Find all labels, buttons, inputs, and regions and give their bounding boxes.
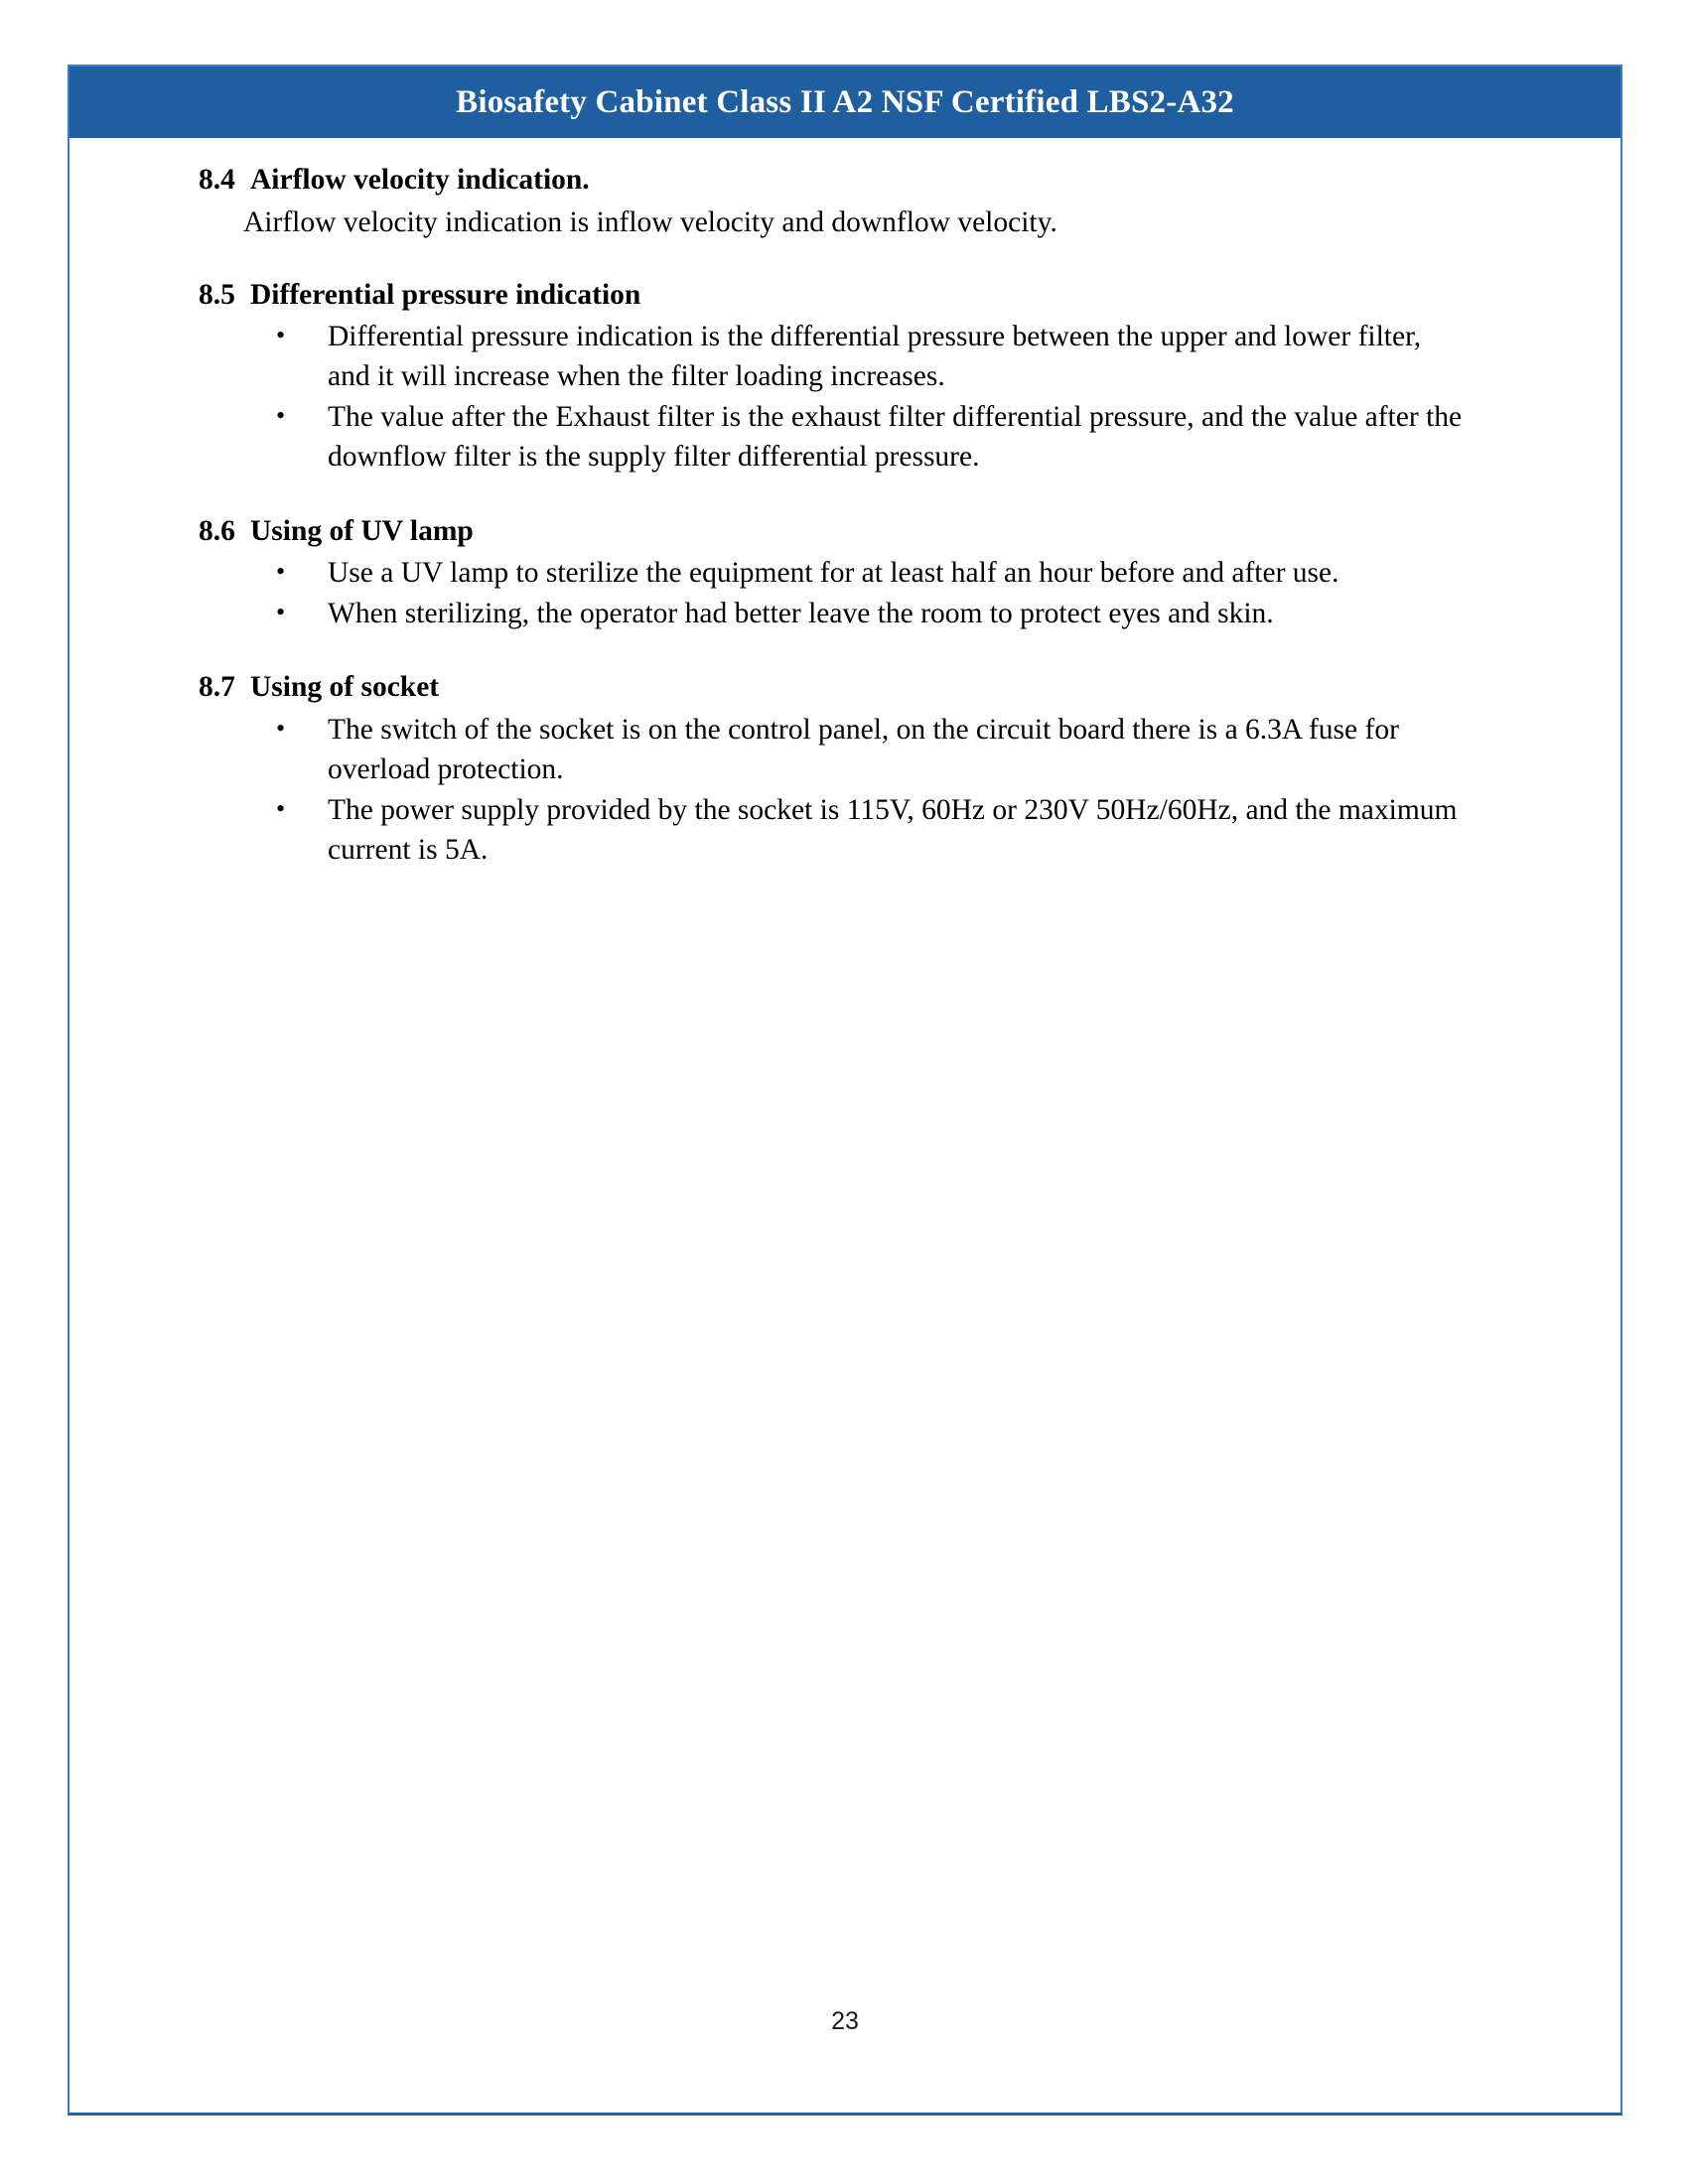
document-header-title: Biosafety Cabinet Class II A2 NSF Certified LBS2-A32 bbox=[456, 83, 1234, 120]
bullet-icon: • bbox=[276, 321, 286, 350]
list-item-text: The switch of the socket is on the control panel, on the circuit board there is a 6.3A fuse for overload protection. bbox=[328, 713, 1399, 785]
section-number: 8.4 bbox=[199, 164, 235, 196]
list-item bbox=[199, 317, 1465, 396]
list-item-text: Differential pressure indication is the differential pressure between the upper and lower filter, and it will increase when the filter loading increases. bbox=[328, 321, 1422, 393]
section-title: Differential pressure indication bbox=[250, 278, 641, 311]
section-title: Using of UV lamp bbox=[250, 514, 474, 547]
list-item-text: The power supply provided by the socket is 115V, 60Hz or 230V 50Hz/60Hz, and the maximum current is 5A. bbox=[328, 794, 1458, 867]
section-gap bbox=[199, 242, 1465, 276]
page-border-frame bbox=[68, 65, 1622, 2116]
bullet-icon: • bbox=[276, 557, 286, 587]
section-8-4 bbox=[199, 161, 1465, 242]
page-number: 23 bbox=[831, 2007, 859, 2035]
section-heading-8-6 bbox=[199, 512, 1465, 552]
section-8-5 bbox=[199, 276, 1465, 478]
section-heading-8-4 bbox=[199, 161, 1465, 201]
list-item-text: The value after the Exhaust filter is the exhaust filter differential pressure, and the value after the downflow filter is the supply filter differential pressure. bbox=[328, 401, 1463, 474]
section-heading-8-5 bbox=[199, 276, 1465, 316]
section-bullet-list-8-5 bbox=[199, 317, 1465, 477]
section-bullet-list-8-7 bbox=[199, 710, 1465, 870]
bullet-icon: • bbox=[276, 713, 286, 743]
list-item bbox=[199, 710, 1465, 789]
section-paragraph-8-4: Airflow velocity indication is inflow velocity and downflow velocity. bbox=[243, 205, 1057, 238]
list-item bbox=[199, 553, 1465, 593]
section-title: Airflow velocity indication. bbox=[250, 164, 590, 196]
section-number: 8.5 bbox=[199, 278, 235, 311]
section-number: 8.6 bbox=[199, 514, 235, 547]
list-item bbox=[199, 594, 1465, 633]
bullet-icon: • bbox=[276, 598, 286, 627]
bullet-icon: • bbox=[276, 794, 286, 824]
section-number: 8.7 bbox=[199, 671, 235, 704]
section-title: Using of socket bbox=[250, 671, 440, 704]
section-bullet-list-8-6 bbox=[199, 553, 1465, 633]
section-8-7 bbox=[199, 668, 1465, 870]
document-header-band bbox=[70, 67, 1620, 138]
list-item bbox=[199, 397, 1465, 477]
list-item bbox=[199, 790, 1465, 870]
section-gap bbox=[199, 634, 1465, 668]
document-body bbox=[199, 161, 1465, 871]
bullet-icon: • bbox=[276, 401, 286, 431]
list-item-text: Use a UV lamp to sterilize the equipment for at least half an hour before and after use. bbox=[328, 557, 1339, 590]
section-8-6 bbox=[199, 512, 1465, 634]
section-gap bbox=[199, 478, 1465, 512]
list-item-text: When sterilizing, the operator had better leave the room to protect eyes and skin. bbox=[328, 598, 1274, 630]
section-heading-8-7 bbox=[199, 668, 1465, 708]
